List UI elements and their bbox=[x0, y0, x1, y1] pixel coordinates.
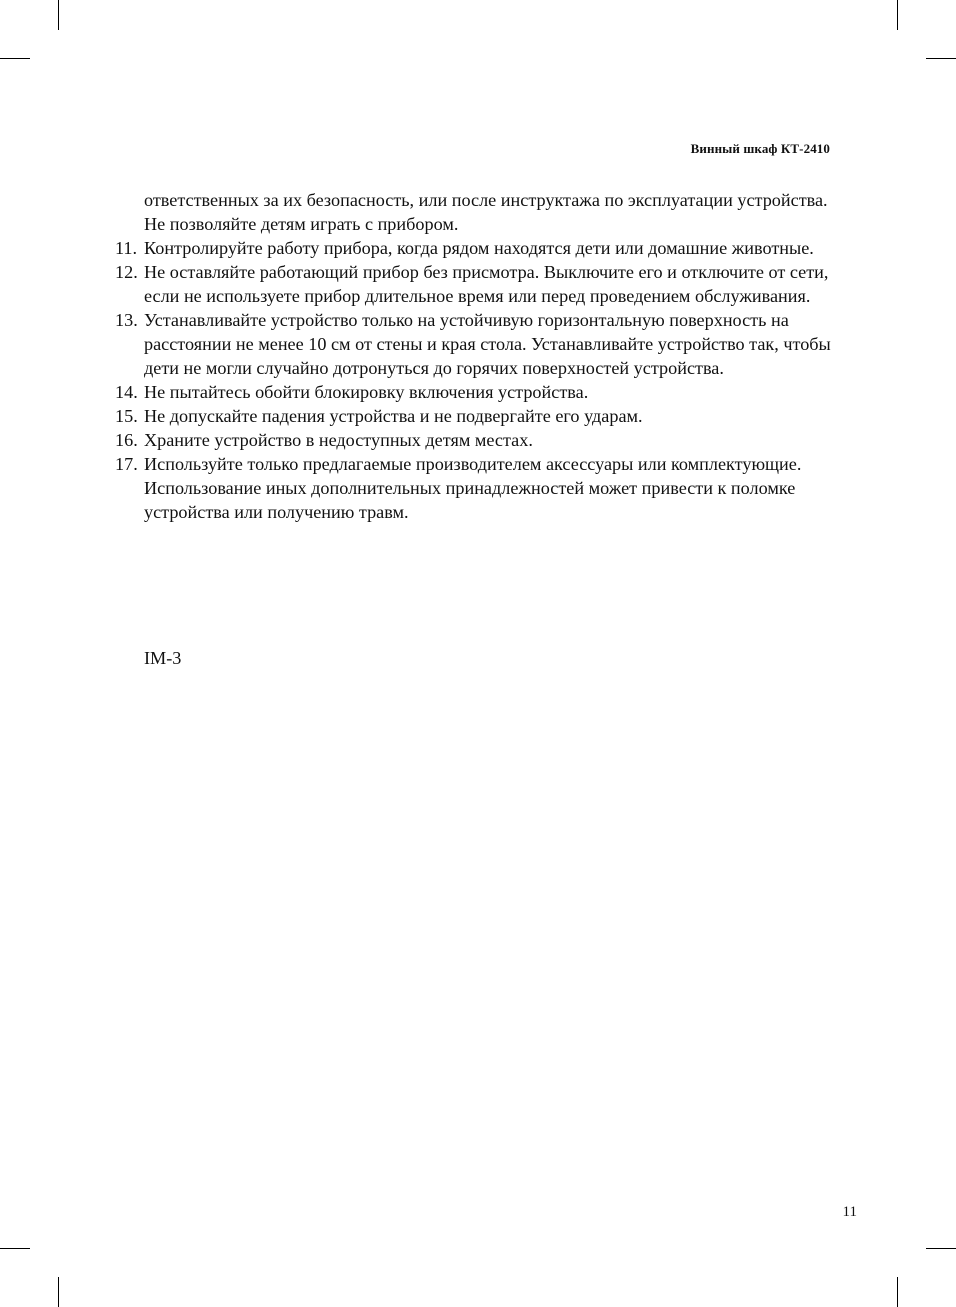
crop-mark-bottom-left-horizontal bbox=[0, 1248, 30, 1249]
item-text: Используйте только предлагаемые производителем аксессуары или комплектующие. Использование иных дополнительных принадлежностей может привести к поломке устройства или получению травм. bbox=[144, 454, 802, 522]
list-item bbox=[115, 260, 845, 308]
item-text: Не допускайте падения устройства и не подвергайте его ударам. bbox=[144, 406, 643, 426]
item-number: 13. bbox=[115, 310, 138, 330]
running-header: Винный шкаф КТ-2410 bbox=[690, 141, 830, 156]
crop-mark-top-right-vertical bbox=[897, 0, 898, 30]
page-number: 11 bbox=[842, 1204, 857, 1220]
item-number: 16. bbox=[115, 430, 138, 450]
item-text: Устанавливайте устройство только на устойчивую горизонтальную поверхность на расстоянии не менее 10 см от стены и края стола. Устанавливайте устройство так, чтобы дети не могли случайно дотронуться до горячих поверхностей устройства. bbox=[144, 310, 831, 378]
crop-mark-top-left-vertical bbox=[58, 0, 59, 30]
list-item bbox=[115, 236, 845, 260]
item-number: 14. bbox=[115, 382, 138, 402]
crop-mark-bottom-left-vertical bbox=[58, 1277, 59, 1307]
item-number: 17. bbox=[115, 454, 138, 474]
crop-mark-bottom-right-horizontal bbox=[926, 1248, 956, 1249]
item-text: Не пытайтесь обойти блокировку включения устройства. bbox=[144, 382, 589, 402]
continuation-paragraph: ответственных за их безопасность, или после инструктажа по эксплуатации устройства. Не позволяйте детям играть с прибором. bbox=[144, 190, 828, 234]
crop-mark-top-left-horizontal bbox=[0, 58, 30, 59]
document-code: IM-3 bbox=[144, 648, 182, 668]
list-item bbox=[115, 404, 845, 428]
list-item bbox=[115, 428, 845, 452]
list-item bbox=[115, 452, 845, 524]
item-text: Контролируйте работу прибора, когда рядом находятся дети или домашние животные. bbox=[144, 238, 814, 258]
crop-mark-bottom-right-vertical bbox=[897, 1277, 898, 1307]
list-item bbox=[115, 308, 845, 380]
safety-instructions bbox=[115, 188, 845, 524]
list-item bbox=[115, 380, 845, 404]
item-number: 12. bbox=[115, 262, 138, 282]
item-text: Не оставляйте работающий прибор без присмотра. Выключите его и отключите от сети, если не используете прибор длительное время или перед проведением обслуживания. bbox=[144, 262, 829, 306]
item-text: Храните устройство в недоступных детям местах. bbox=[144, 430, 533, 450]
item-number: 11. bbox=[115, 238, 138, 258]
crop-mark-top-right-horizontal bbox=[926, 58, 956, 59]
item-number: 15. bbox=[115, 406, 138, 426]
